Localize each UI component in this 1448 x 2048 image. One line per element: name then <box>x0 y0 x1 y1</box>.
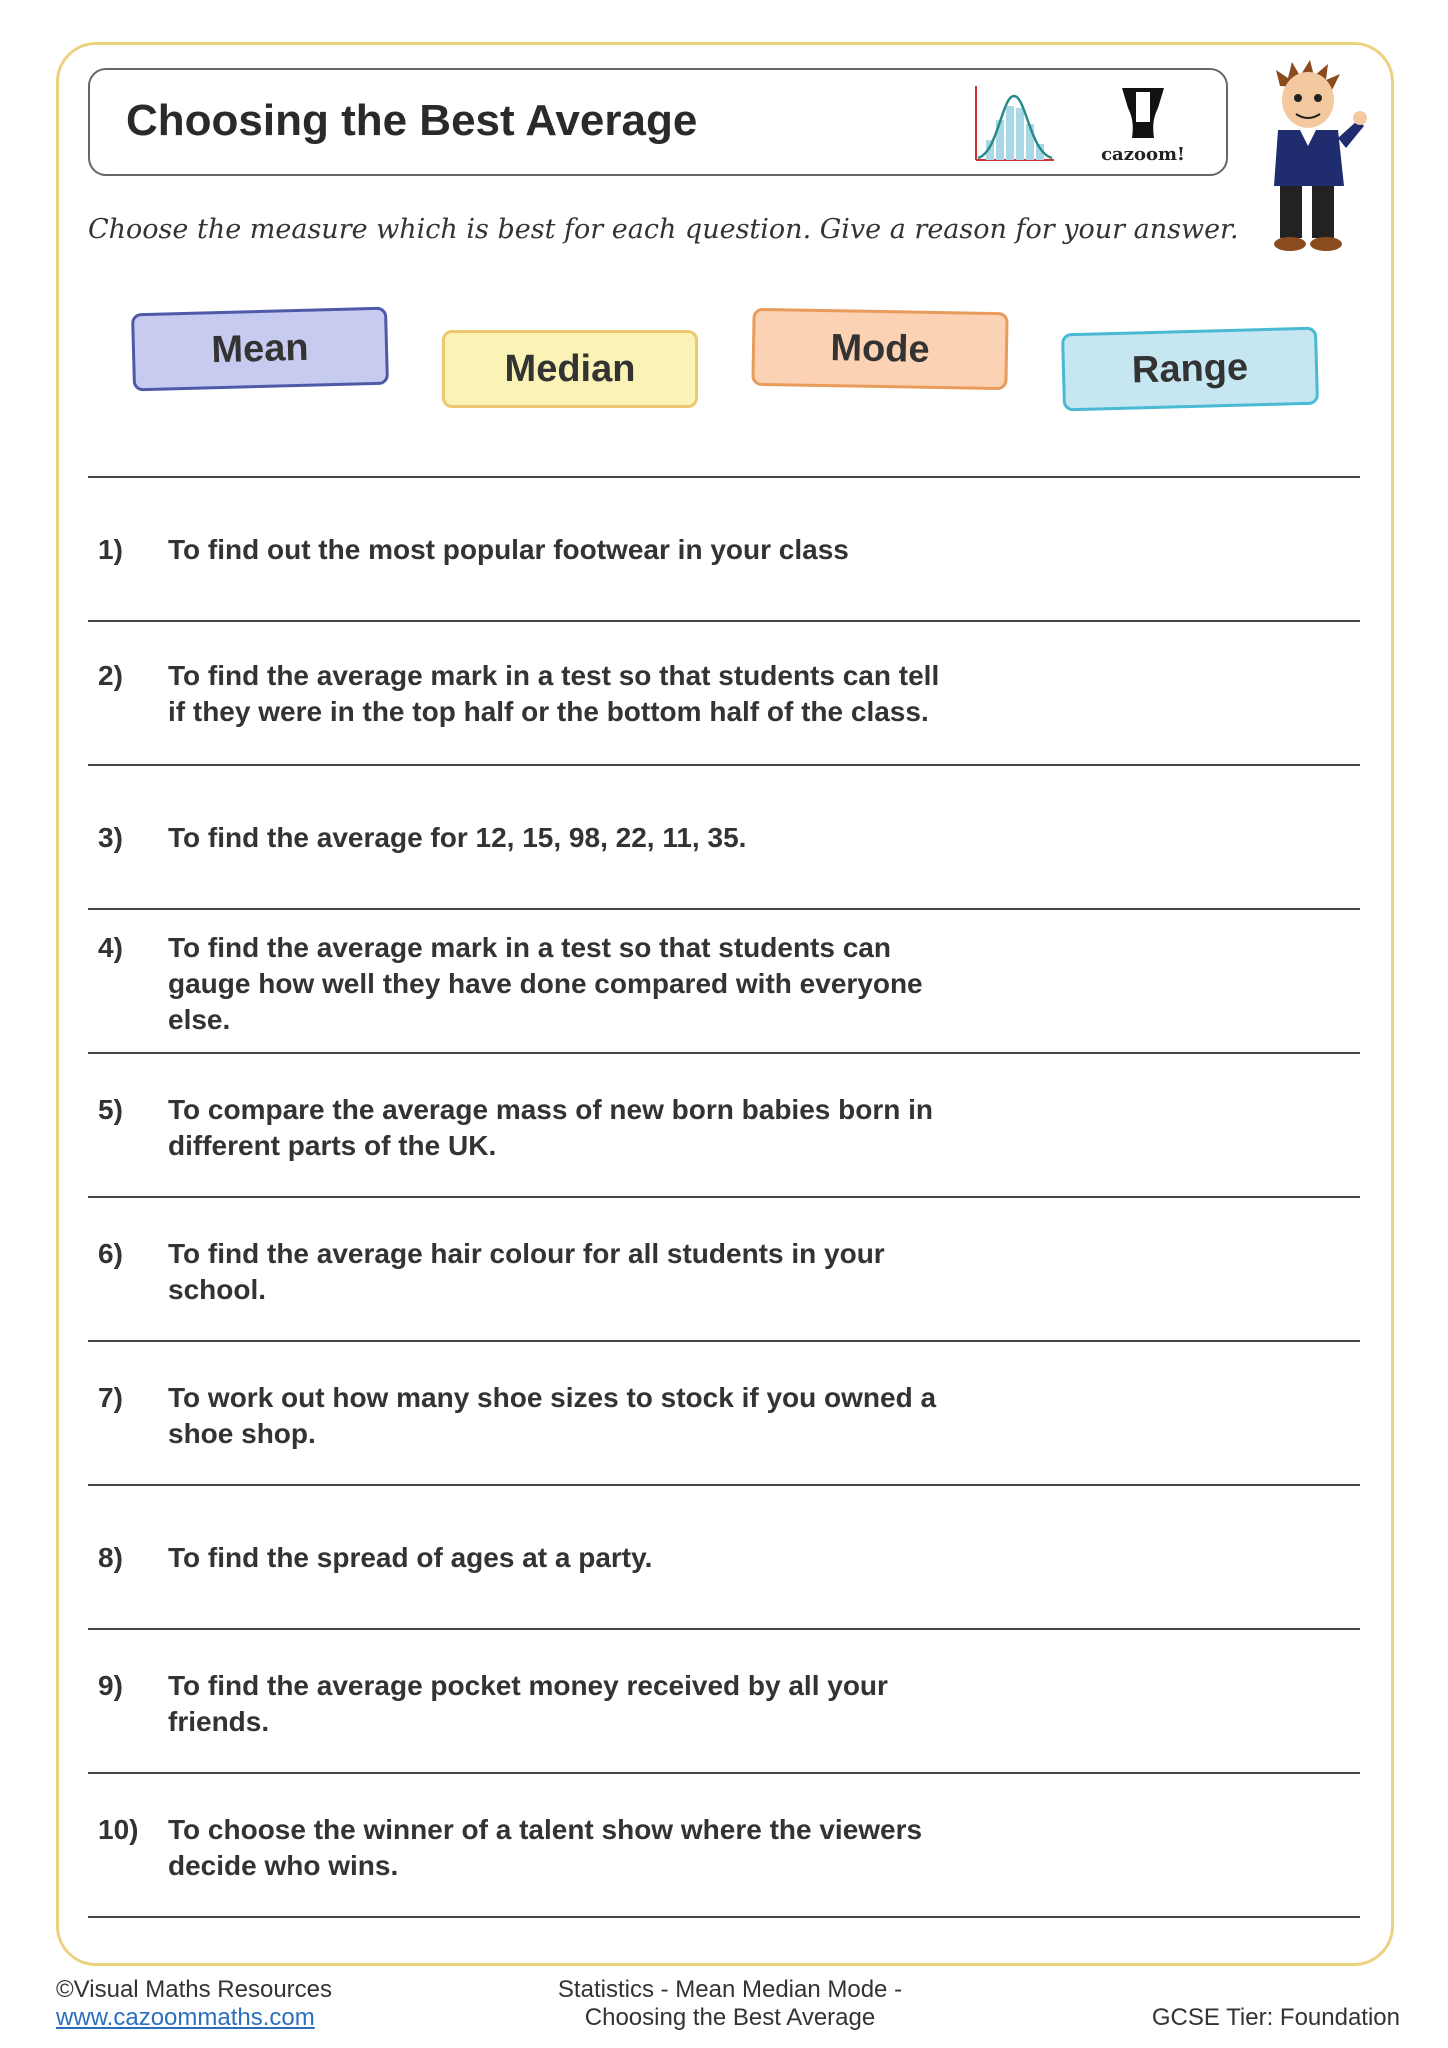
question-text: To find the average hair colour for all students in your school. <box>168 1238 885 1305</box>
topic-line-1: Statistics - Mean Median Mode - <box>557 1976 903 2003</box>
measure-card-median: Median <box>442 330 698 408</box>
question-number: 4) <box>98 932 123 963</box>
question-number: 2) <box>98 660 123 691</box>
answer-line <box>88 1484 1360 1486</box>
copyright-text: ©Visual Maths Resources <box>56 1976 333 2003</box>
answer-line <box>88 764 1360 766</box>
question-text: To find out the most popular footwear in your class <box>168 534 849 565</box>
title-box <box>88 68 1228 176</box>
question-number: 9) <box>98 1670 123 1701</box>
footer-left <box>56 1976 332 2032</box>
footer-right <box>1152 2004 1400 2032</box>
measure-card-mean: Mean <box>131 307 389 392</box>
footer-center <box>500 1976 960 2032</box>
divider-line <box>88 476 1360 478</box>
question-number: 7) <box>98 1382 123 1413</box>
topic-line-2: Choosing the Best Average <box>584 2004 876 2031</box>
question-number: 1) <box>98 534 123 565</box>
question-number: 6) <box>98 1238 123 1269</box>
question-text: To find the average pocket money received by all your friends. <box>168 1670 888 1737</box>
question-text: To choose the winner of a talent show where the viewers decide who wins. <box>168 1814 923 1881</box>
answer-line <box>88 1340 1360 1342</box>
answer-line <box>88 1052 1360 1054</box>
bell-curve-icon <box>968 82 1058 168</box>
measure-card-mode: Mode <box>751 308 1008 390</box>
cartoon-boy-mascot <box>1250 56 1370 256</box>
answer-line <box>88 908 1360 910</box>
question-number: 5) <box>98 1094 123 1125</box>
question-text: To find the spread of ages at a party. <box>168 1542 653 1573</box>
question-text: To compare the average mass of new born babies born in different parts of the UK. <box>168 1094 933 1161</box>
question-number: 8) <box>98 1542 123 1573</box>
question-text: To find the average mark in a test so that students can tell if they were in the top half or the bottom half of the class. <box>168 660 940 727</box>
cazoom-logo: cazoom! <box>1088 80 1198 170</box>
question-text: To find the average mark in a test so that students can gauge how well they have done compared with everyone else. <box>168 932 923 1035</box>
answer-line <box>88 1628 1360 1630</box>
instructions: Choose the measure which is best for each question. Give a reason for your answer. <box>88 214 1239 245</box>
question-text: To work out how many shoe sizes to stock if you owned a shoe shop. <box>168 1382 937 1449</box>
answer-line <box>88 1916 1360 1918</box>
website-link[interactable]: www.cazoommaths.com <box>56 2004 315 2031</box>
page-title: Choosing the Best Average <box>126 96 698 145</box>
tier-label: GCSE Tier: Foundation <box>1151 2004 1400 2031</box>
measure-card-range: Range <box>1061 327 1319 412</box>
question-text: To find the average for 12, 15, 98, 22, 11, 35. <box>168 822 747 853</box>
question-number: 3) <box>98 822 123 853</box>
answer-line <box>88 1772 1360 1774</box>
answer-line <box>88 620 1360 622</box>
question-number: 10) <box>98 1814 139 1845</box>
answer-line <box>88 1196 1360 1198</box>
